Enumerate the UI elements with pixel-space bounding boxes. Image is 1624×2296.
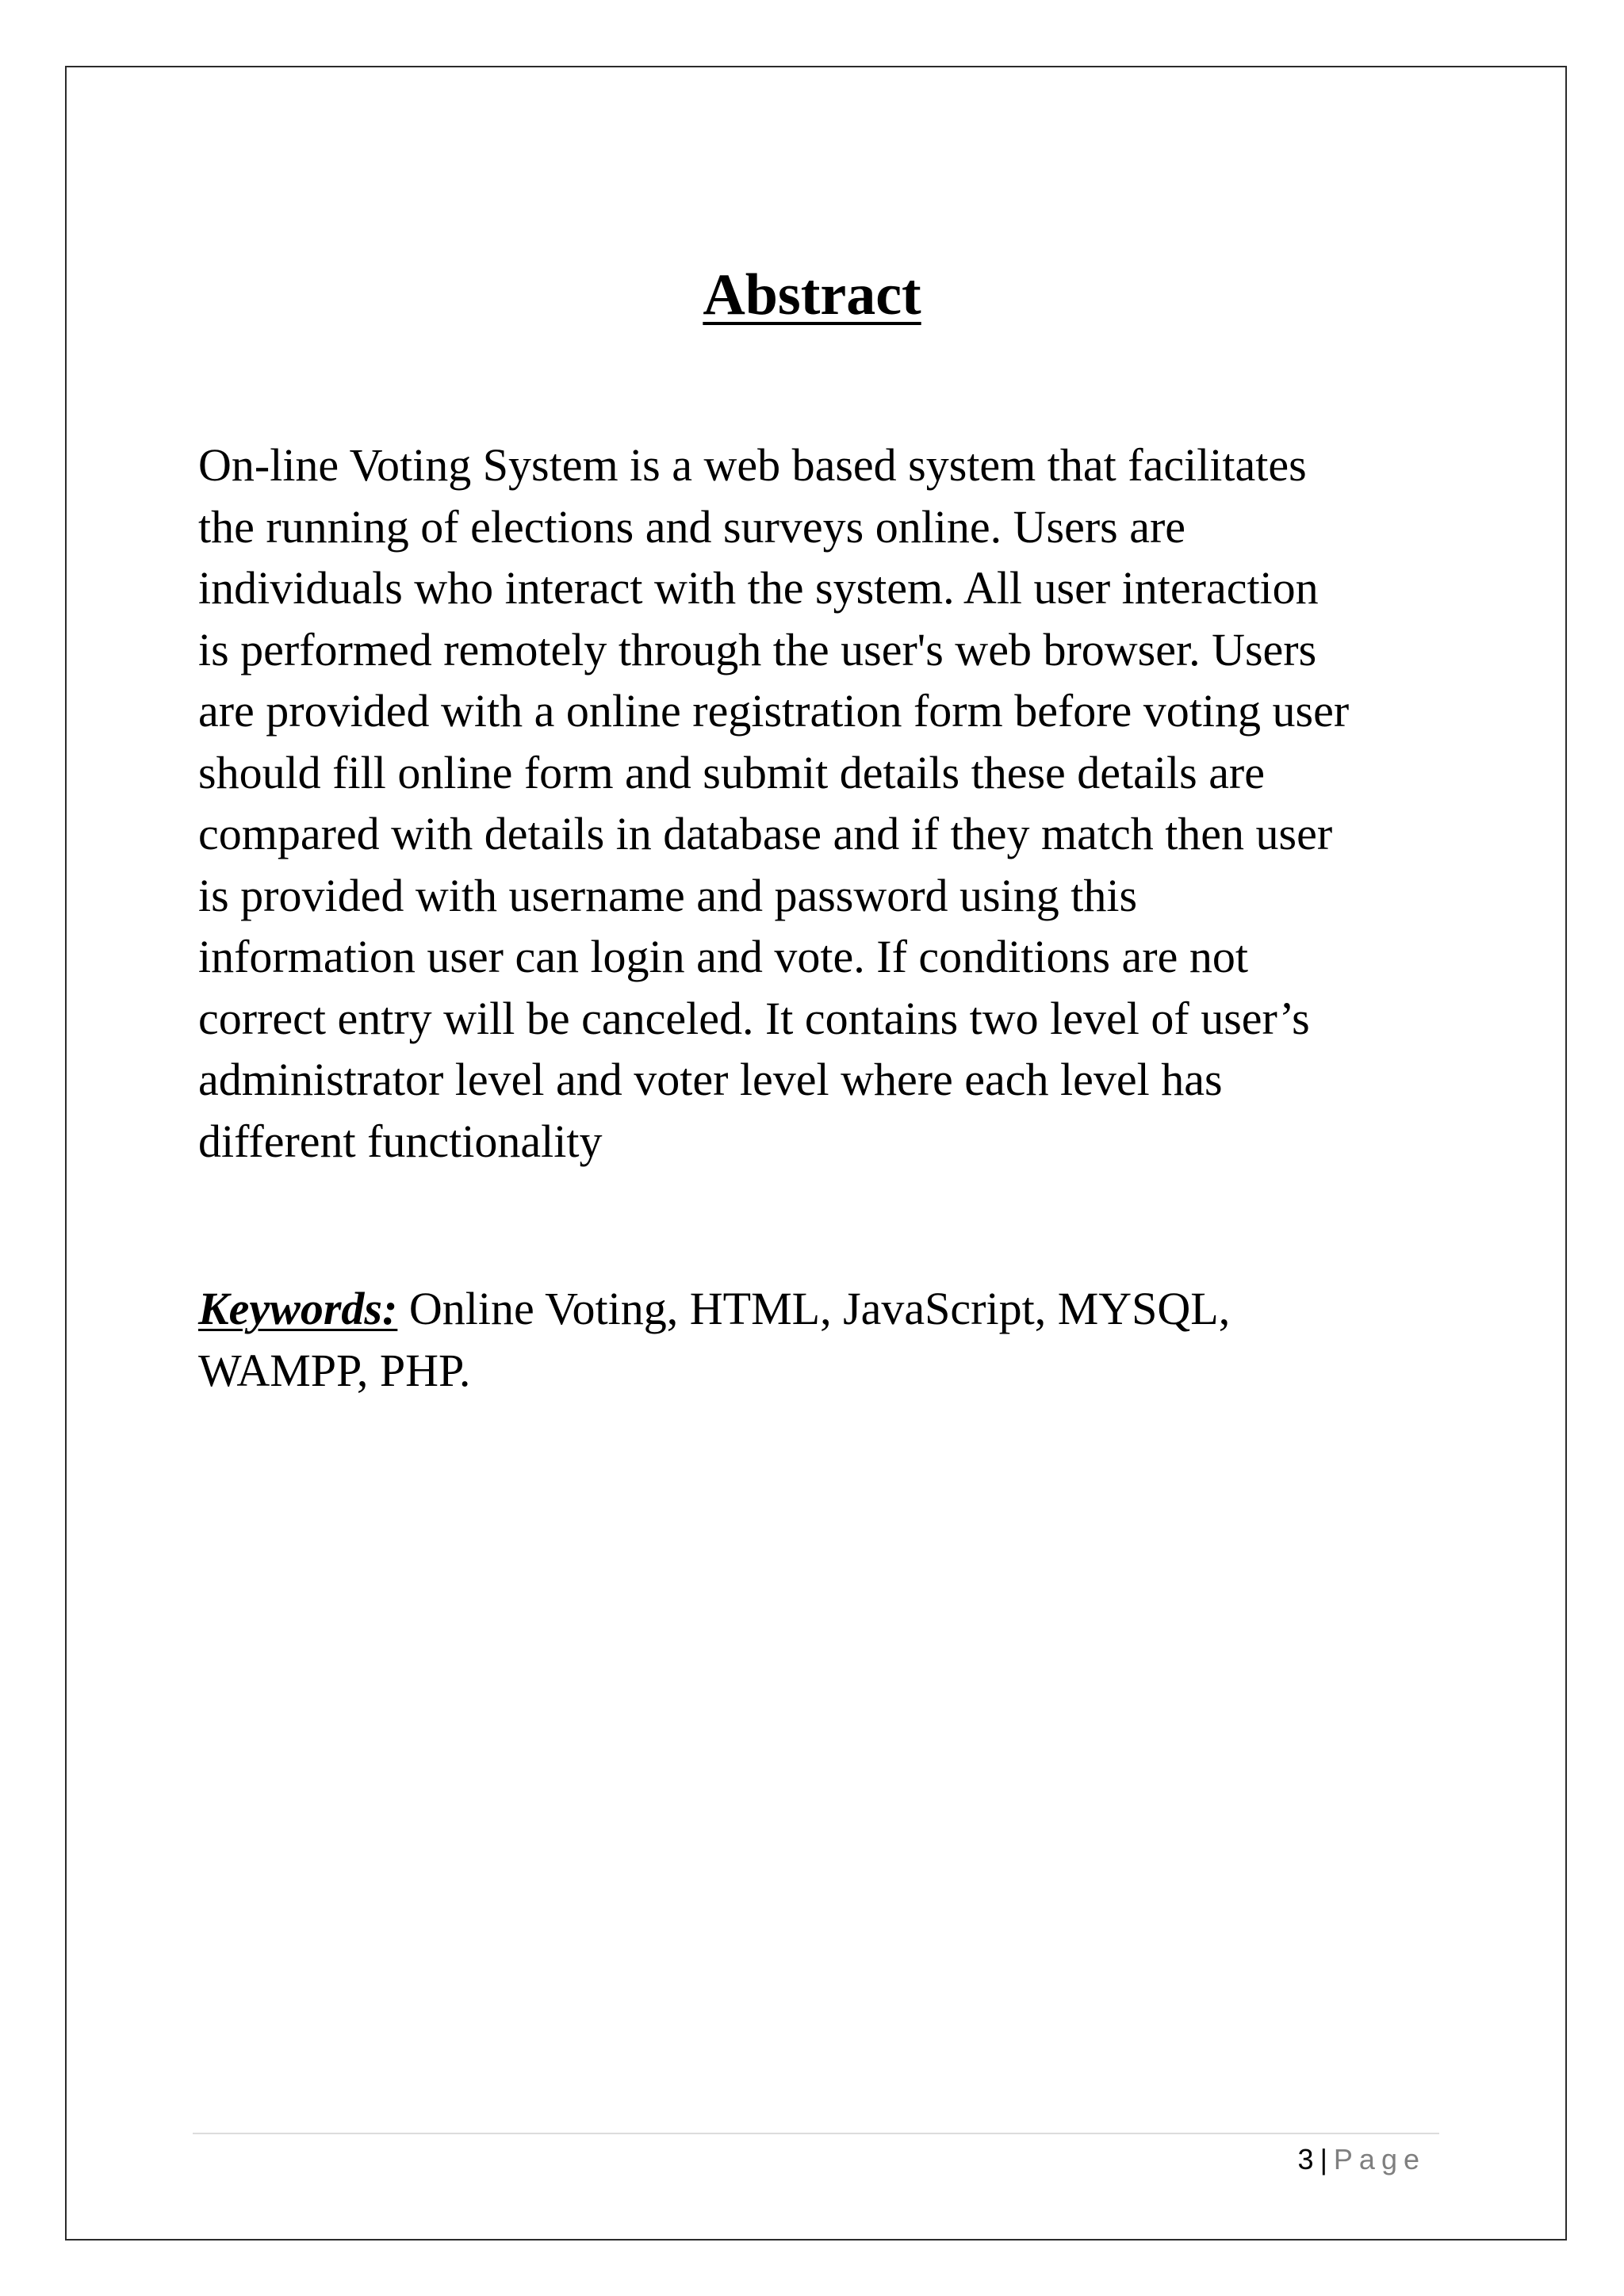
abstract-line: individuals who interact with the system. All user interaction — [198, 562, 1319, 614]
page-word: Page — [1333, 2143, 1426, 2175]
page-title: Abstract — [703, 262, 921, 327]
page-footer — [1298, 2141, 1426, 2179]
keywords-line-1 — [198, 1278, 1459, 1340]
keywords-label: Keywords: — [198, 1283, 398, 1334]
page-number: 3 — [1297, 2143, 1316, 2175]
abstract-line: correct entry will be canceled. It contains two level of user’s — [198, 992, 1310, 1044]
abstract-line: different functionality — [198, 1115, 603, 1167]
abstract-line: administrator level and voter level where each level has — [198, 1054, 1223, 1105]
abstract-line: is performed remotely through the user's web browser. Users — [198, 623, 1317, 675]
footer-separator: | — [1320, 2143, 1329, 2175]
abstract-line: compared with details in database and if they match then user — [198, 808, 1333, 859]
keywords-section — [198, 1278, 1459, 1402]
abstract-line: information user can login and vote. If conditions are not — [198, 931, 1248, 982]
abstract-line: is provided with username and password using this — [198, 869, 1138, 921]
keywords-text: Online Voting, HTML, JavaScript, MYSQL, — [397, 1283, 1231, 1334]
abstract-body — [198, 434, 1459, 1172]
abstract-line: are provided with a online registration form before voting user — [198, 685, 1350, 737]
footer-divider — [193, 2133, 1439, 2134]
abstract-line: the running of elections and surveys online. Users are — [198, 500, 1186, 553]
abstract-line: should fill online form and submit details these details are — [198, 746, 1265, 798]
abstract-line: On-line Voting System is a web based system that facilitates — [198, 439, 1307, 491]
keywords-line-2: WAMPP, PHP. — [198, 1345, 471, 1396]
